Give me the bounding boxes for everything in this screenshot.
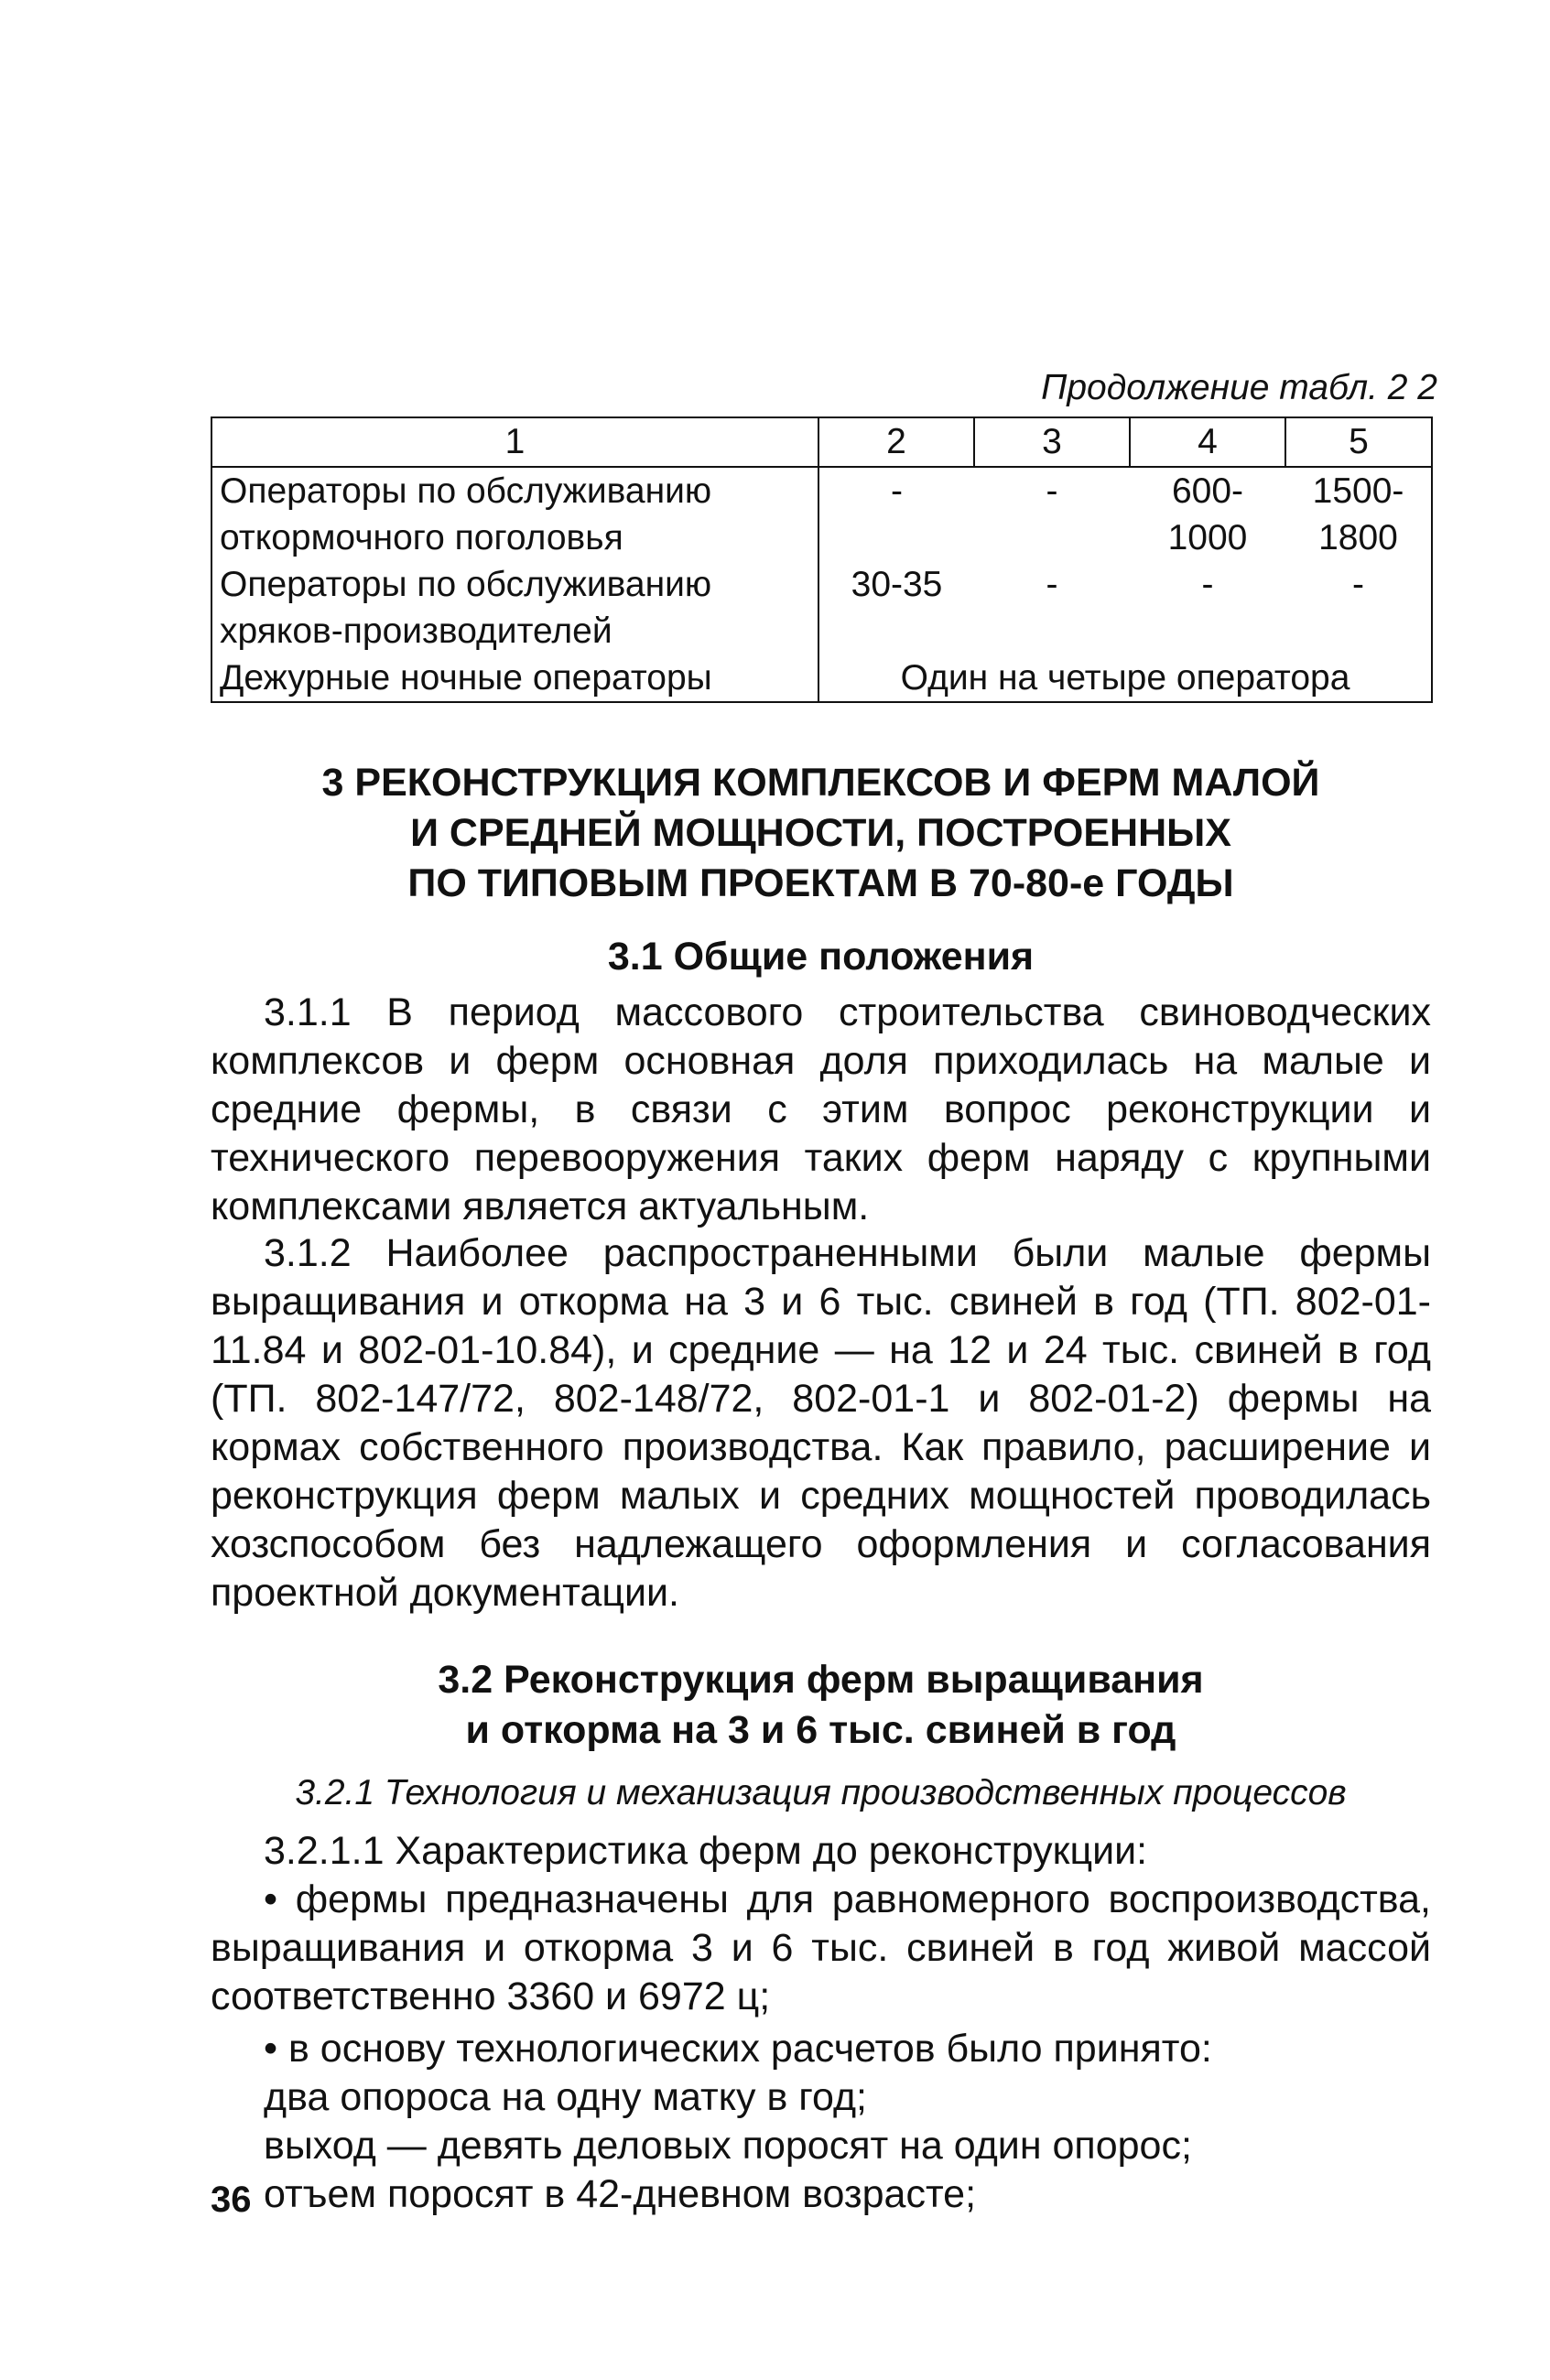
table-row: [211, 654, 1432, 702]
section-title: [211, 758, 1431, 909]
row-label: [211, 561, 818, 654]
table-cell: -: [1285, 561, 1432, 654]
section-title-line: 3 РЕКОНСТРУКЦИЯ КОМПЛЕКСОВ И ФЕРМ МАЛОЙ: [321, 761, 1320, 805]
table-cell: -: [1046, 565, 1058, 604]
cell-line: 1000: [1167, 518, 1248, 557]
list-line: выход — девять деловых поросят на один опорос;: [264, 2124, 1192, 2168]
staffing-table: [211, 416, 1433, 703]
subsection-title: [211, 1655, 1431, 1756]
table-row: [211, 561, 1432, 654]
list-line: отъем поросят в 42-дневном возрасте;: [264, 2172, 977, 2216]
row-label-line: откормочного поголовья: [220, 518, 623, 557]
table-header-row: [211, 417, 1432, 467]
page-number: 36: [211, 2180, 252, 2220]
table-cell-merged: Один на четыре оператора: [818, 654, 1432, 702]
table-header-cell: 3: [974, 417, 1130, 467]
subsection-title-line: и откорма на 3 и 6 тыс. свиней в год: [465, 1708, 1176, 1752]
list-line: два опороса на одну матку в год;: [264, 2075, 867, 2119]
table-caption: Продолжение табл. 2 2: [1041, 368, 1437, 407]
table-cell: 30-35: [851, 565, 943, 604]
bullet-item: • в основу технологических расчетов было принято:: [264, 2027, 1212, 2071]
row-label-line: Операторы по обслуживанию: [220, 565, 712, 604]
table-cell: [1285, 467, 1432, 561]
table-header-cell: 5: [1285, 417, 1432, 467]
cell-line: 1500-: [1312, 471, 1404, 511]
table-row: [211, 467, 1432, 561]
table-cell: [1130, 467, 1285, 561]
sub-subsection-title: 3.2.1 Технология и механизация производственных процессов: [295, 1773, 1347, 1812]
paragraph: 3.2.1.1 Характеристика ферм до реконструкции:: [264, 1829, 1148, 1873]
bullet-item: • фермы предназначены для равномерного воспроизводства, выращивания и откорма 3 и 6 тыс. свиней в год живой массой соответственно 3360 и 6972 ц;: [211, 1877, 1431, 2018]
paragraph: 3.1.1 В период массового строительства свиноводческих комплексов и ферм основная доля приходилась на малые и средние фермы, в связи с этим вопрос реконструкции и технического перевооружения таких ферм наряду с крупными комплексами является актуальным.: [211, 990, 1431, 1228]
table-header-cell: 1: [211, 417, 818, 467]
cell-line: 1800: [1318, 518, 1398, 557]
row-label: [211, 467, 818, 561]
table-header-cell: 2: [818, 417, 974, 467]
row-label-line: хряков-производителей: [220, 611, 612, 651]
table-header-cell: 4: [1130, 417, 1285, 467]
section-title-line: ПО ТИПОВЫМ ПРОЕКТАМ В 70-80-е ГОДЫ: [407, 861, 1234, 905]
table-cell: -: [1046, 471, 1058, 511]
section-title-line: И СРЕДНЕЙ МОЩНОСТИ, ПОСТРОЕННЫХ: [410, 811, 1231, 855]
subsection-title: 3.1 Общие положения: [607, 935, 1035, 979]
subsection-title-line: 3.2 Реконструкция ферм выращивания: [438, 1658, 1204, 1702]
row-label-line: Операторы по обслуживанию: [220, 471, 712, 511]
table-cell: -: [1201, 565, 1214, 604]
cell-line: 600-: [1171, 471, 1244, 511]
row-label: Дежурные ночные операторы: [211, 654, 818, 702]
table-cell: -: [891, 471, 903, 511]
paragraph: 3.1.2 Наиболее распространенными были малые фермы выращивания и откорма на 3 и 6 тыс. свиней в год (ТП. 802-01-11.84 и 802-01-10.84), и средние — на 12 и 24 тыс. свиней в год (ТП. 802-147/72, 802-148/72, 802-01-1 и 802-01-2) фермы на кормах собственного производства. Как правило, расширение и реконструкция ферм малых и средних мощностей проводилась хозспособом без надлежащего оформления и согласования проектной документации.: [211, 1231, 1431, 1615]
